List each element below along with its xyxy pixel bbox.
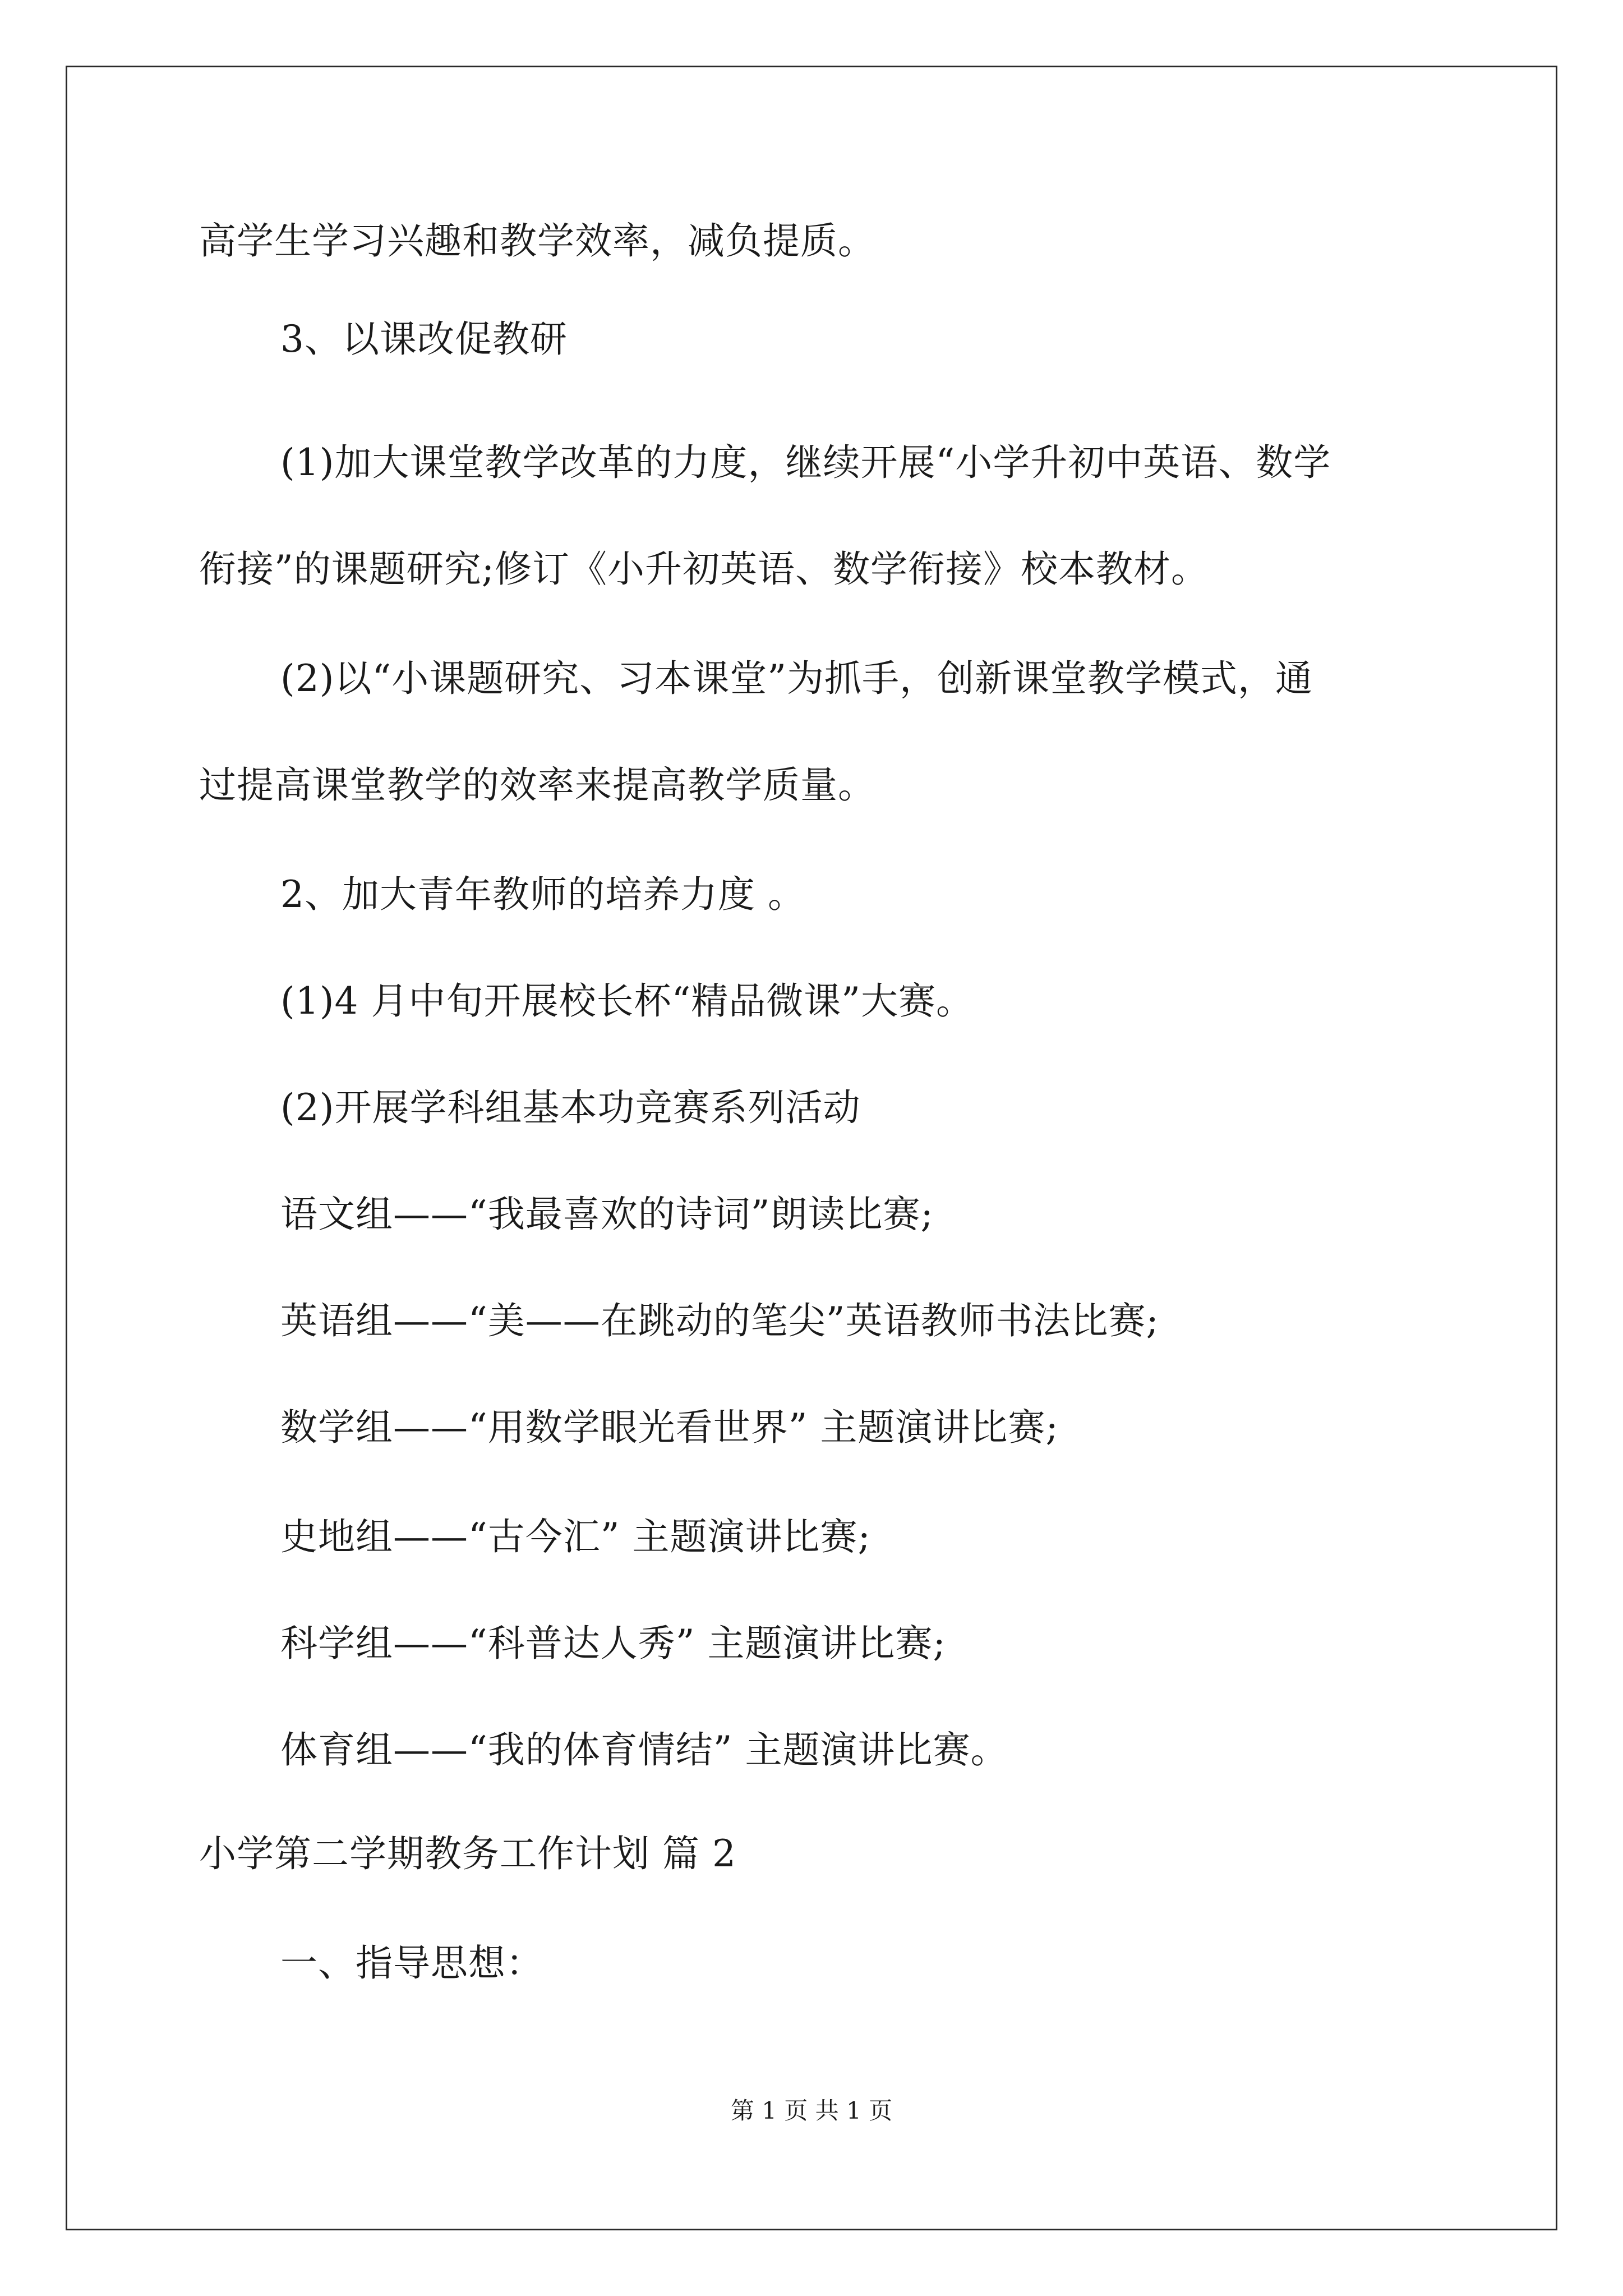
text-line-14: 科学组——“科普达人秀” 主题演讲比赛; — [280, 1622, 946, 1665]
text-line-11: 英语组——“美——在跳动的笔尖”英语教师书法比赛; — [280, 1299, 1159, 1342]
text-line-5: (2)以“小课题研究、习本课堂”为抓手，创新课堂教学模式，通 — [280, 657, 1313, 700]
text-line-12: 数学组——“用数学眼光看世界” 主题演讲比赛; — [280, 1406, 1059, 1449]
text-line-1: 高学生学习兴趣和教学效率，减负提质。 — [199, 219, 875, 263]
text-line-17: 一、指导思想： — [280, 1941, 543, 1985]
text-line-3: (1)加大课堂教学改革的力度，继续开展“小学升初中英语、数学 — [280, 441, 1331, 484]
text-line-15: 体育组——“我的体育情结” 主题演讲比赛。 — [280, 1728, 1008, 1772]
text-line-4: 衔接”的课题研究;修订《小升初英语、数学衔接》校本教材。 — [199, 547, 1209, 591]
text-line-9: (2)开展学科组基本功竞赛系列活动 — [280, 1086, 861, 1129]
text-line-6: 过提高课堂教学的效率来提高教学质量。 — [199, 763, 875, 807]
text-line-8: (1)4 月中旬开展校长杯“精品微课”大赛。 — [280, 979, 974, 1023]
text-line-2: 3、以课改促教研 — [280, 318, 568, 361]
page-number-footer: 第 1 页 共 1 页 — [730, 2097, 893, 2124]
text-line-13: 史地组——“古今汇” 主题演讲比赛; — [280, 1515, 871, 1558]
page-border — [66, 66, 1557, 2230]
text-line-10: 语文组——“我最喜欢的诗词”朗读比赛; — [280, 1193, 934, 1236]
text-line-7: 2、加大青年教师的培养力度 。 — [280, 873, 805, 916]
section-heading: 小学第二学期教务工作计划 篇 2 — [199, 1832, 736, 1875]
